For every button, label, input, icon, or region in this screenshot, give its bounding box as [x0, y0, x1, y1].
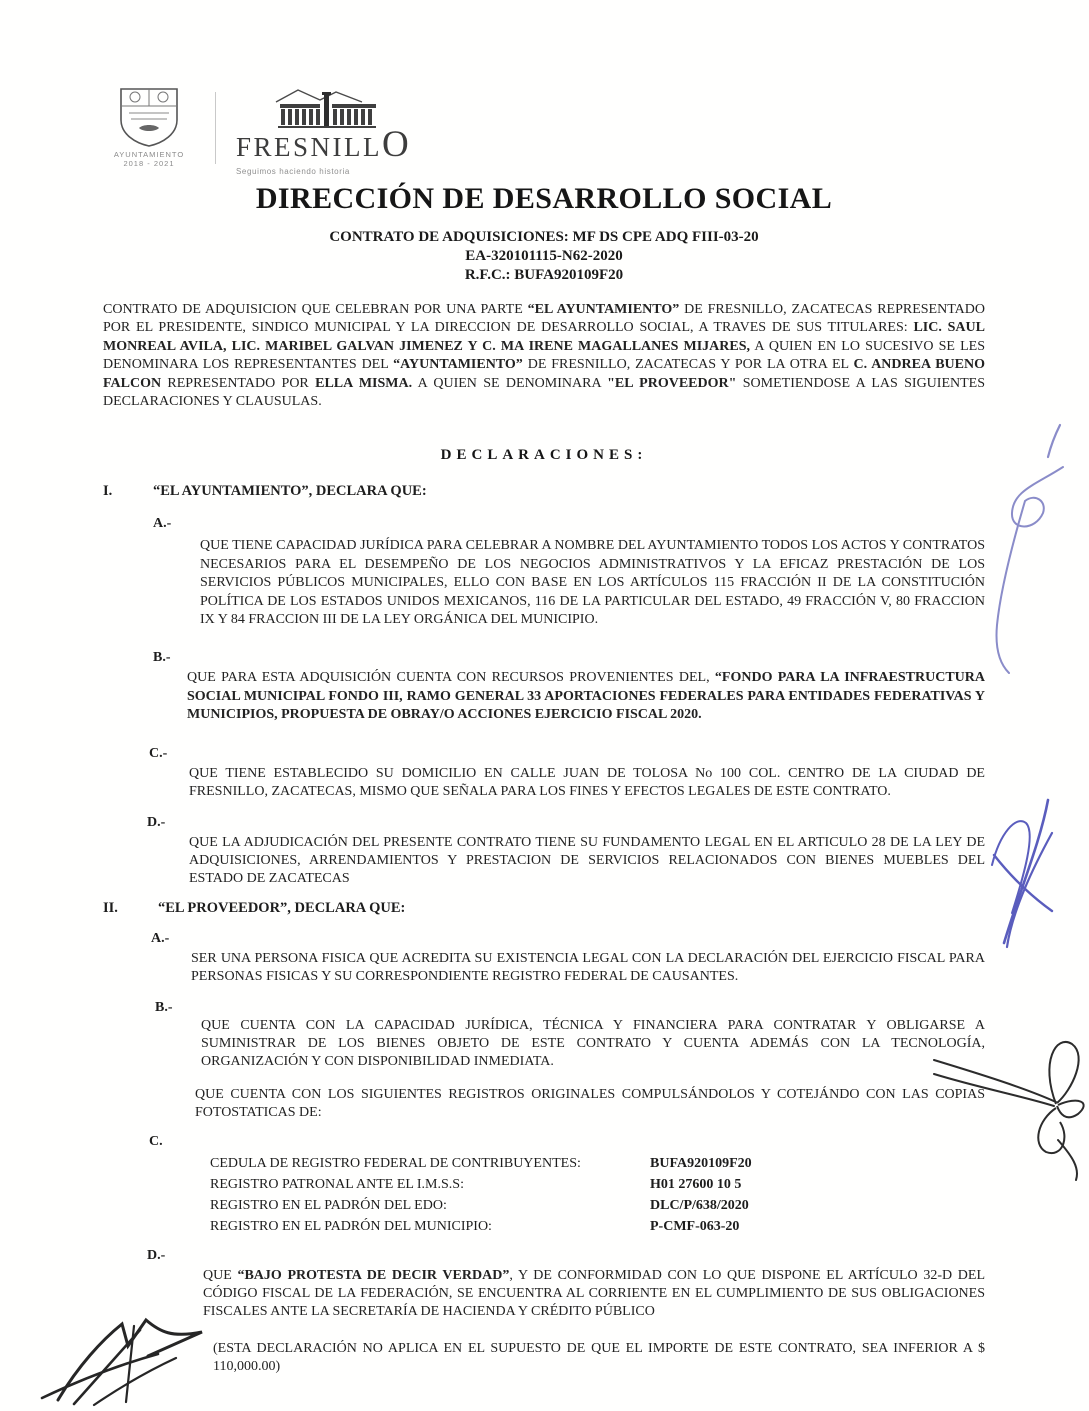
registry-row: [210, 1195, 985, 1216]
closing-note-paragraph: (ESTA DECLARACIÓN NO APLICA EN EL SUPUESTO DE QUE EL IMPORTE DE ESTE CONTRATO, SEA INFERIOR A $ 110,000.00): [213, 1340, 985, 1375]
section-1-heading: [103, 482, 985, 501]
section-2-numeral: II.: [103, 899, 118, 916]
intro-paragraph: CONTRATO DE ADQUISICION QUE CELEBRAN POR UNA PARTE “EL AYUNTAMIENTO” DE FRESNILLO, ZACATECAS REPRESENTADO POR EL PRESIDENTE, SINDICO MUNICIPAL Y LA DIRECCION DE DESARROLLO SOCIAL, A TRAVES DE SUS TITULARES: LIC. SAUL MONREAL AVILA, LIC. MARIBEL GALVAN JIMENEZ Y C. MA IRENE MAGALLANES MIJARES, A QUIEN EN LO SUCESIVO SE LES DENOMINARA LOS REPRESENTANTES DEL “AYUNTAMIENTO” DE FRESNILLO, ZACATECAS Y POR LA OTRA EL C. ANDREA BUENO FALCON REPRESENTADO POR ELLA MISMA. A QUIEN SE DENOMINARA "EL PROVEEDOR" SOMETIENDOSE A LAS SIGUIENTES DECLARACIONES Y CLAUSULAS.: [103, 302, 986, 410]
registry-value: BUFA920109F20: [650, 1155, 752, 1171]
item-2d-paragraph: QUE “BAJO PROTESTA DE DECIR VERDAD”, Y DE CONFORMIDAD CON LO QUE DISPONE EL ARTÍCULO 32-D DEL CÓDIGO FISCAL DE LA FEDERACIÓN, SE ENCUENTRA AL CORRIENTE EN EL CUMPLIMIENTO DE SUS OBLIGACIONES FISCALES ANTE LA SECRETARÍA DE HACIENDA Y CRÉDITO PÚBLICO: [203, 1267, 985, 1320]
registry-row: [210, 1216, 985, 1237]
tender-number: EA-320101115-N62-2020: [465, 248, 623, 264]
registry-value: DLC/P/638/2020: [650, 1197, 749, 1213]
item-1b-paragraph: QUE PARA ESTA ADQUISICIÓN CUENTA CON RECURSOS PROVENIENTES DEL, “FONDO PARA LA INFRAESTRUCTURA SOCIAL MUNICIPAL FONDO III, RAMO GENERAL 33 APORTACIONES FEDERALES PARA ENTIDADES FEDERATIVAS Y MUNICIPIOS, PROPUESTA DE OBRAY/O ACCIONES EJERCICIO FISCAL 2020.: [187, 670, 985, 723]
registry-label: REGISTRO EN EL PADRÓN DEL EDO:: [210, 1197, 447, 1213]
item-1c-paragraph: QUE TIENE ESTABLECIDO SU DOMICILIO EN CALLE JUAN DE TOLOSA No 100 COL. CENTRO DE LA CIUDAD DE FRESNILLO, ZACATECAS, MISMO QUE SEÑALA PARA LOS FINES Y EFECTOS LEGALES DE ESTE CONTRATO.: [189, 765, 985, 800]
fresnillo-tagline: Seguimos haciendo historia: [236, 167, 350, 176]
item-2d-label: D.-: [147, 1247, 166, 1263]
item-2a-label: A.-: [151, 930, 170, 946]
registry-label: REGISTRO EN EL PADRÓN DEL MUNICIPIO:: [210, 1218, 492, 1234]
item-1d-paragraph: QUE LA ADJUDICACIÓN DEL PRESENTE CONTRATO TIENE SU FUNDAMENTO LEGAL EN EL ARTICULO 28 DE LA LEY DE ADQUISICIONES, ARRENDAMIENTOS Y PRESTACION DE SERVICIOS RELACIONADOS CON BIENES MUEBLES DEL ESTADO DE ZACATECAS: [189, 834, 985, 887]
item-1a-label: A.-: [153, 516, 172, 532]
declaraciones-heading: DECLARACIONES:: [440, 447, 648, 464]
item-2b-label: B.-: [155, 999, 173, 1015]
item-2b-paragraph: QUE CUENTA CON LA CAPACIDAD JURÍDICA, TÉCNICA Y FINANCIERA PARA CONTRATAR Y OBLIGARSE A SUMINISTRAR DE LOS BIENES OBJETO DE ESTE CONTRATO Y CUENTA ADEMÁS CON LA TECNOLOGÍA, ORGANIZACIÓN Y CON DISPONIBILIDAD INMEDIATA.: [201, 1017, 985, 1070]
item-2a-paragraph: SER UNA PERSONA FISICA QUE ACREDITA SU EXISTENCIA LEGAL CON LA DECLARACIÓN DEL EJERCICIO FISCAL PARA PERSONAS FISICAS Y SU CORRESPONDIENTE REGISTRO FEDERAL DE CAUSANTES.: [191, 950, 985, 985]
fresnillo-logo: [236, 88, 416, 176]
registry-row: [210, 1153, 985, 1174]
registry-label: CEDULA DE REGISTRO FEDERAL DE CONTRIBUYENTES:: [210, 1155, 581, 1171]
wordmark-tail-o: O: [382, 124, 412, 165]
section-2-heading: [103, 899, 985, 918]
registry-label: REGISTRO PATRONAL ANTE EL I.M.S.S:: [210, 1176, 464, 1192]
registry-row: [210, 1174, 985, 1195]
shield-icon: [117, 86, 181, 148]
fresnillo-wordmark: [236, 124, 412, 167]
shield-caption-line2: 2018 - 2021: [123, 159, 175, 168]
registry-list: [210, 1153, 985, 1237]
item-1b-label: B.-: [153, 650, 171, 666]
contract-reference-block: [103, 228, 985, 285]
item-1c-label: C.-: [149, 745, 168, 761]
rfc-number: R.F.C.: BUFA920109F20: [464, 267, 624, 283]
section-1-title: “EL AYUNTAMIENTO”, DECLARA QUE:: [153, 483, 427, 500]
item-1d-label: D.-: [147, 814, 166, 830]
city-coat-of-arms: [103, 86, 195, 168]
section-2-title: “EL PROVEEDOR”, DECLARA QUE:: [158, 899, 406, 916]
page-title: DIRECCIÓN DE DESARROLLO SOCIAL: [255, 182, 833, 215]
wordmark-head: FRESNILL: [236, 132, 383, 162]
registry-value: P-CMF-063-20: [650, 1218, 740, 1234]
header: [103, 86, 985, 178]
shield-caption-line1: AYUNTAMIENTO: [113, 150, 185, 159]
item-1a-paragraph: QUE TIENE CAPACIDAD JURÍDICA PARA CELEBRAR A NOMBRE DEL AYUNTAMIENTO TODOS LOS ACTOS Y CONTRATOS NECESARIOS PARA EL DESEMPEÑO DE LOS NEGOCIOS ADMINISTRATIVOS Y LA EFICAZ PRESTACIÓN DE LOS SERVICIOS PÚBLICOS MUNICIPALES, ELLO CON BASE EN LOS ARTÍCULOS 115 FRACCIÓN II DE LA CONSTITUCIÓN POLÍTICA DE LOS ESTADOS UNIDOS MEXICANOS, 116 DE LA PARTICULAR DEL ESTADO, 49 FRACCIÓN V, 80 FRACCION IX Y 84 FRACCION III DE LA LEY ORGÁNICA DEL MUNICIPIO.: [200, 538, 985, 628]
logo-divider: [215, 92, 216, 164]
section-1-numeral: I.: [103, 483, 113, 500]
contract-number: CONTRATO DE ADQUISICIONES: MF DS CPE ADQ FIII-03-20: [329, 229, 759, 245]
item-2b2-paragraph: QUE CUENTA CON LOS SIGUIENTES REGISTROS ORIGINALES COMPULSÁNDOLOS Y COTEJÁNDO CON LAS COPIAS FOTOSTATICAS DE:: [195, 1086, 985, 1121]
shield-caption: [114, 150, 184, 168]
item-2c-label: C.: [149, 1133, 163, 1149]
registry-value: H01 27600 10 5: [650, 1176, 742, 1192]
